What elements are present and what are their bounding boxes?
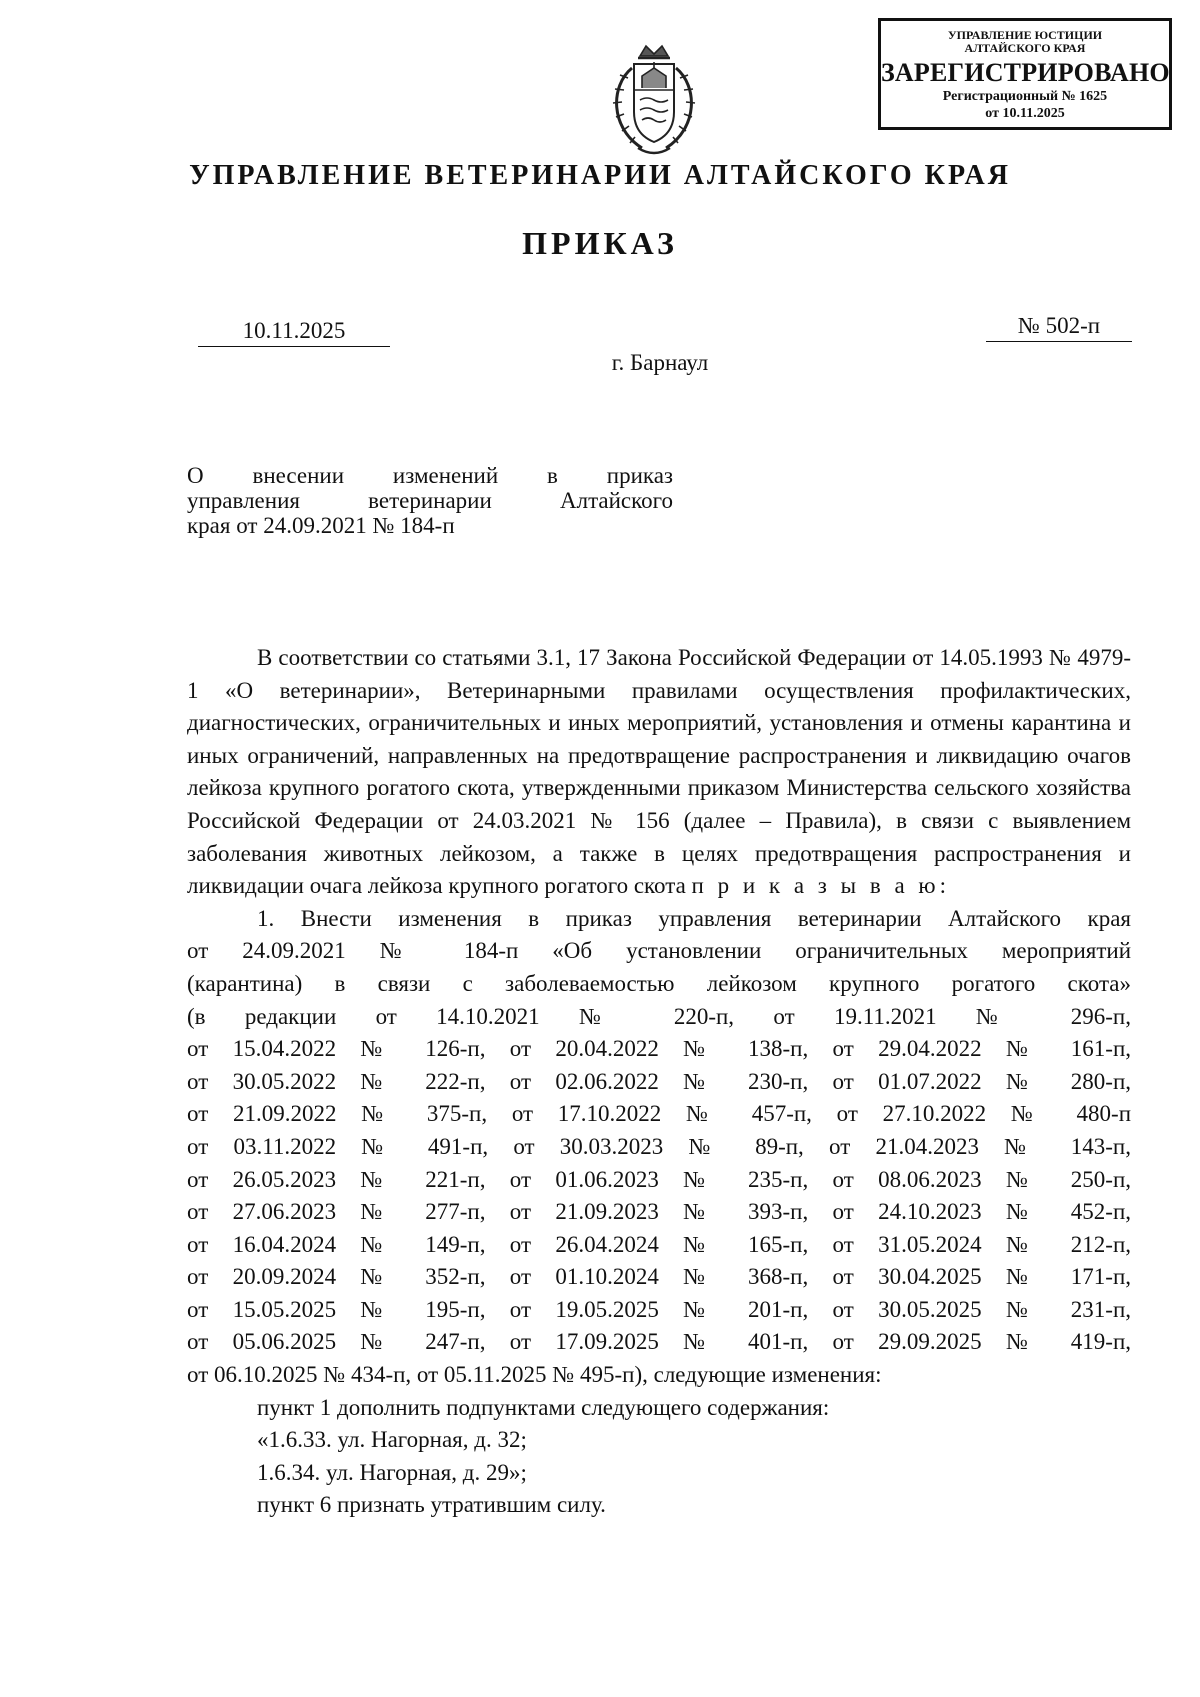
amendments-list — [187, 1392, 1131, 1522]
organization-title: УПРАВЛЕНИЕ ВЕТЕРИНАРИИ АЛТАЙСКОГО КРАЯ — [189, 160, 1011, 191]
item-1-line: от 20.09.2024 № 352-п, от 01.10.2024 № 368-п, от 30.04.2025 № 171-п, — [187, 1264, 1131, 1290]
item-1-line: от 16.04.2024 № 149-п, от 26.04.2024 № 165-п, от 31.05.2024 № 212-п, — [187, 1231, 1131, 1257]
item-1-line: 1. Внести изменения в приказ управления ветеринарии Алтайского края — [257, 905, 1131, 931]
stamp-authority-line2: АЛТАЙСКОГО КРАЯ — [964, 41, 1086, 55]
order-word: п р и к а з ы в а ю: — [691, 873, 950, 899]
amendment-line: пункт 6 признать утратившим силу. — [257, 1492, 606, 1518]
preamble-text: В соответствии со статьями 3.1, 17 Закона Российской Федерации от 14.05.1993 № 4979-1 «О ветеринарии», Ветеринарными правилами осуществления профилактических, диагностических, ограничительных и иных мероприятий, установления и отмены карантина и иных ограничений, направленных на предотвращение распространения и ликвидацию очагов лейкоза крупного рогатого скота, утвержденными приказом Министерства сельского хозяйства Российской Федерации от 24.03.2021 № 156 (далее – Правила), в связи с выявлением заболевания животных лейкозом, а также в целях предотвращения распространения и ликвидации очага лейкоза крупного рогатого скота — [187, 645, 1131, 899]
stamp-authority-line1: УПРАВЛЕНИЕ ЮСТИЦИИ — [947, 28, 1103, 42]
preamble-paragraph — [187, 642, 1131, 903]
amendment-line: пункт 1 дополнить подпунктами следующего содержания: — [257, 1394, 830, 1420]
stamp-status: ЗАРЕГИСТРИРОВАНО — [881, 58, 1170, 87]
item-1-line: от 03.11.2022 № 491-п, от 30.03.2023 № 89-п, от 21.04.2023 № 143-п, — [187, 1133, 1131, 1159]
subject-line: края от 24.09.2021 № 184-п — [187, 513, 455, 538]
item-1 — [187, 903, 1131, 1392]
item-1-line: от 24.09.2021 № 184-п «Об установлении ограничительных мероприятий — [187, 938, 1131, 964]
document-type: ПРИКАЗ — [522, 225, 678, 261]
amendment-line: 1.6.34. ул. Нагорная, д. 29»; — [257, 1459, 527, 1485]
document-body — [187, 642, 1131, 1522]
document-date: 10.11.2025 — [198, 318, 390, 347]
document-number: № 502-п — [986, 313, 1132, 342]
amendment-line: «1.6.33. ул. Нагорная, д. 32; — [257, 1427, 527, 1453]
stamp-reg-number: Регистрационный № 1625 — [942, 89, 1108, 104]
item-1-line: от 27.06.2023 № 277-п, от 21.09.2023 № 393-п, от 24.10.2023 № 452-п, — [187, 1199, 1131, 1225]
item-1-line: от 05.06.2025 № 247-п, от 17.09.2025 № 401-п, от 29.09.2025 № 419-п, — [187, 1329, 1131, 1355]
item-1-line: от 15.04.2022 № 126-п, от 20.04.2022 № 138-п, от 29.04.2022 № 161-п, — [187, 1036, 1131, 1062]
coat-of-arms-icon — [602, 42, 706, 160]
stamp-reg-date: от 10.11.2025 — [985, 106, 1065, 121]
subject-line: управления ветеринарии Алтайского — [187, 488, 673, 513]
item-1-line: от 30.05.2022 № 222-п, от 02.06.2022 № 230-п, от 01.07.2022 № 280-п, — [187, 1068, 1131, 1094]
item-1-line: (карантина) в связи с заболеваемостью лейкозом крупного рогатого скота» — [187, 970, 1131, 996]
document-subject — [187, 463, 673, 538]
item-1-line: от 06.10.2025 № 434-п, от 05.11.2025 № 495-п), следующие изменения: — [187, 1362, 882, 1388]
subject-line: О внесении изменений в приказ — [187, 463, 673, 488]
document-city: г. Барнаул — [611, 350, 709, 375]
item-1-line: от 21.09.2022 № 375-п, от 17.10.2022 № 457-п, от 27.10.2022 № 480-п — [187, 1101, 1131, 1127]
item-1-line: от 15.05.2025 № 195-п, от 19.05.2025 № 201-п, от 30.05.2025 № 231-п, — [187, 1296, 1131, 1322]
registration-stamp — [878, 18, 1172, 130]
item-1-line: (в редакции от 14.10.2021 № 220-п, от 19.11.2021 № 296-п, — [187, 1003, 1131, 1029]
item-1-line: от 26.05.2023 № 221-п, от 01.06.2023 № 235-п, от 08.06.2023 № 250-п, — [187, 1166, 1131, 1192]
